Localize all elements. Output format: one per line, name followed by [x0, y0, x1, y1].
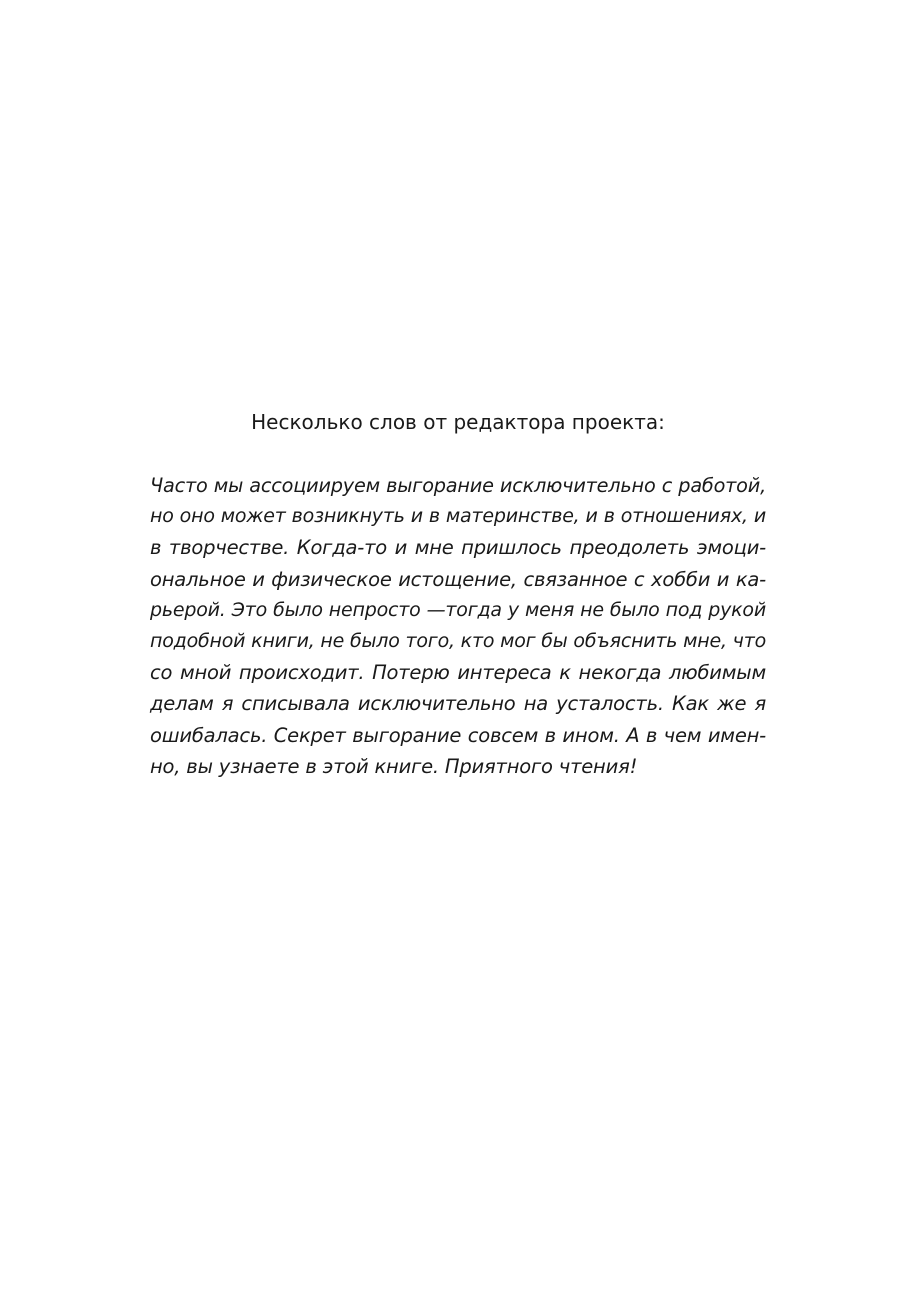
paragraph-line: ональное и физическое истощение, связанное с хобби и ка-	[150, 567, 766, 591]
paragraph-line: но оно может возникнуть и в материнстве, и в отношениях, и	[150, 505, 766, 528]
paragraph-line: делам я списывала исключительно на усталость. Как же я	[150, 692, 766, 716]
paragraph-line: в творчестве. Когда-то и мне пришлось преодолеть эмоци-	[150, 536, 766, 560]
paragraph-line: Часто мы ассоциируем выгорание исключительно с работой,	[150, 474, 766, 497]
paragraph-line: ошибалась. Секрет выгорание совсем в ином. А в чем имен-	[150, 723, 766, 747]
paragraph-line: со мной происходит. Потерю интереса к некогда любимым	[150, 661, 766, 685]
paragraph-line: подобной книги, не было того, кто мог бы объяснить мне, что	[150, 629, 766, 652]
paragraph-line: рьерой. Это было непросто —тогда у меня не было под рукой	[150, 598, 766, 621]
editor-note-paragraph	[150, 470, 766, 782]
editor-note-heading: Несколько слов от редактора проекта:	[251, 410, 665, 434]
paragraph-line: но, вы узнаете в этой книге. Приятного чтения!	[150, 754, 638, 778]
